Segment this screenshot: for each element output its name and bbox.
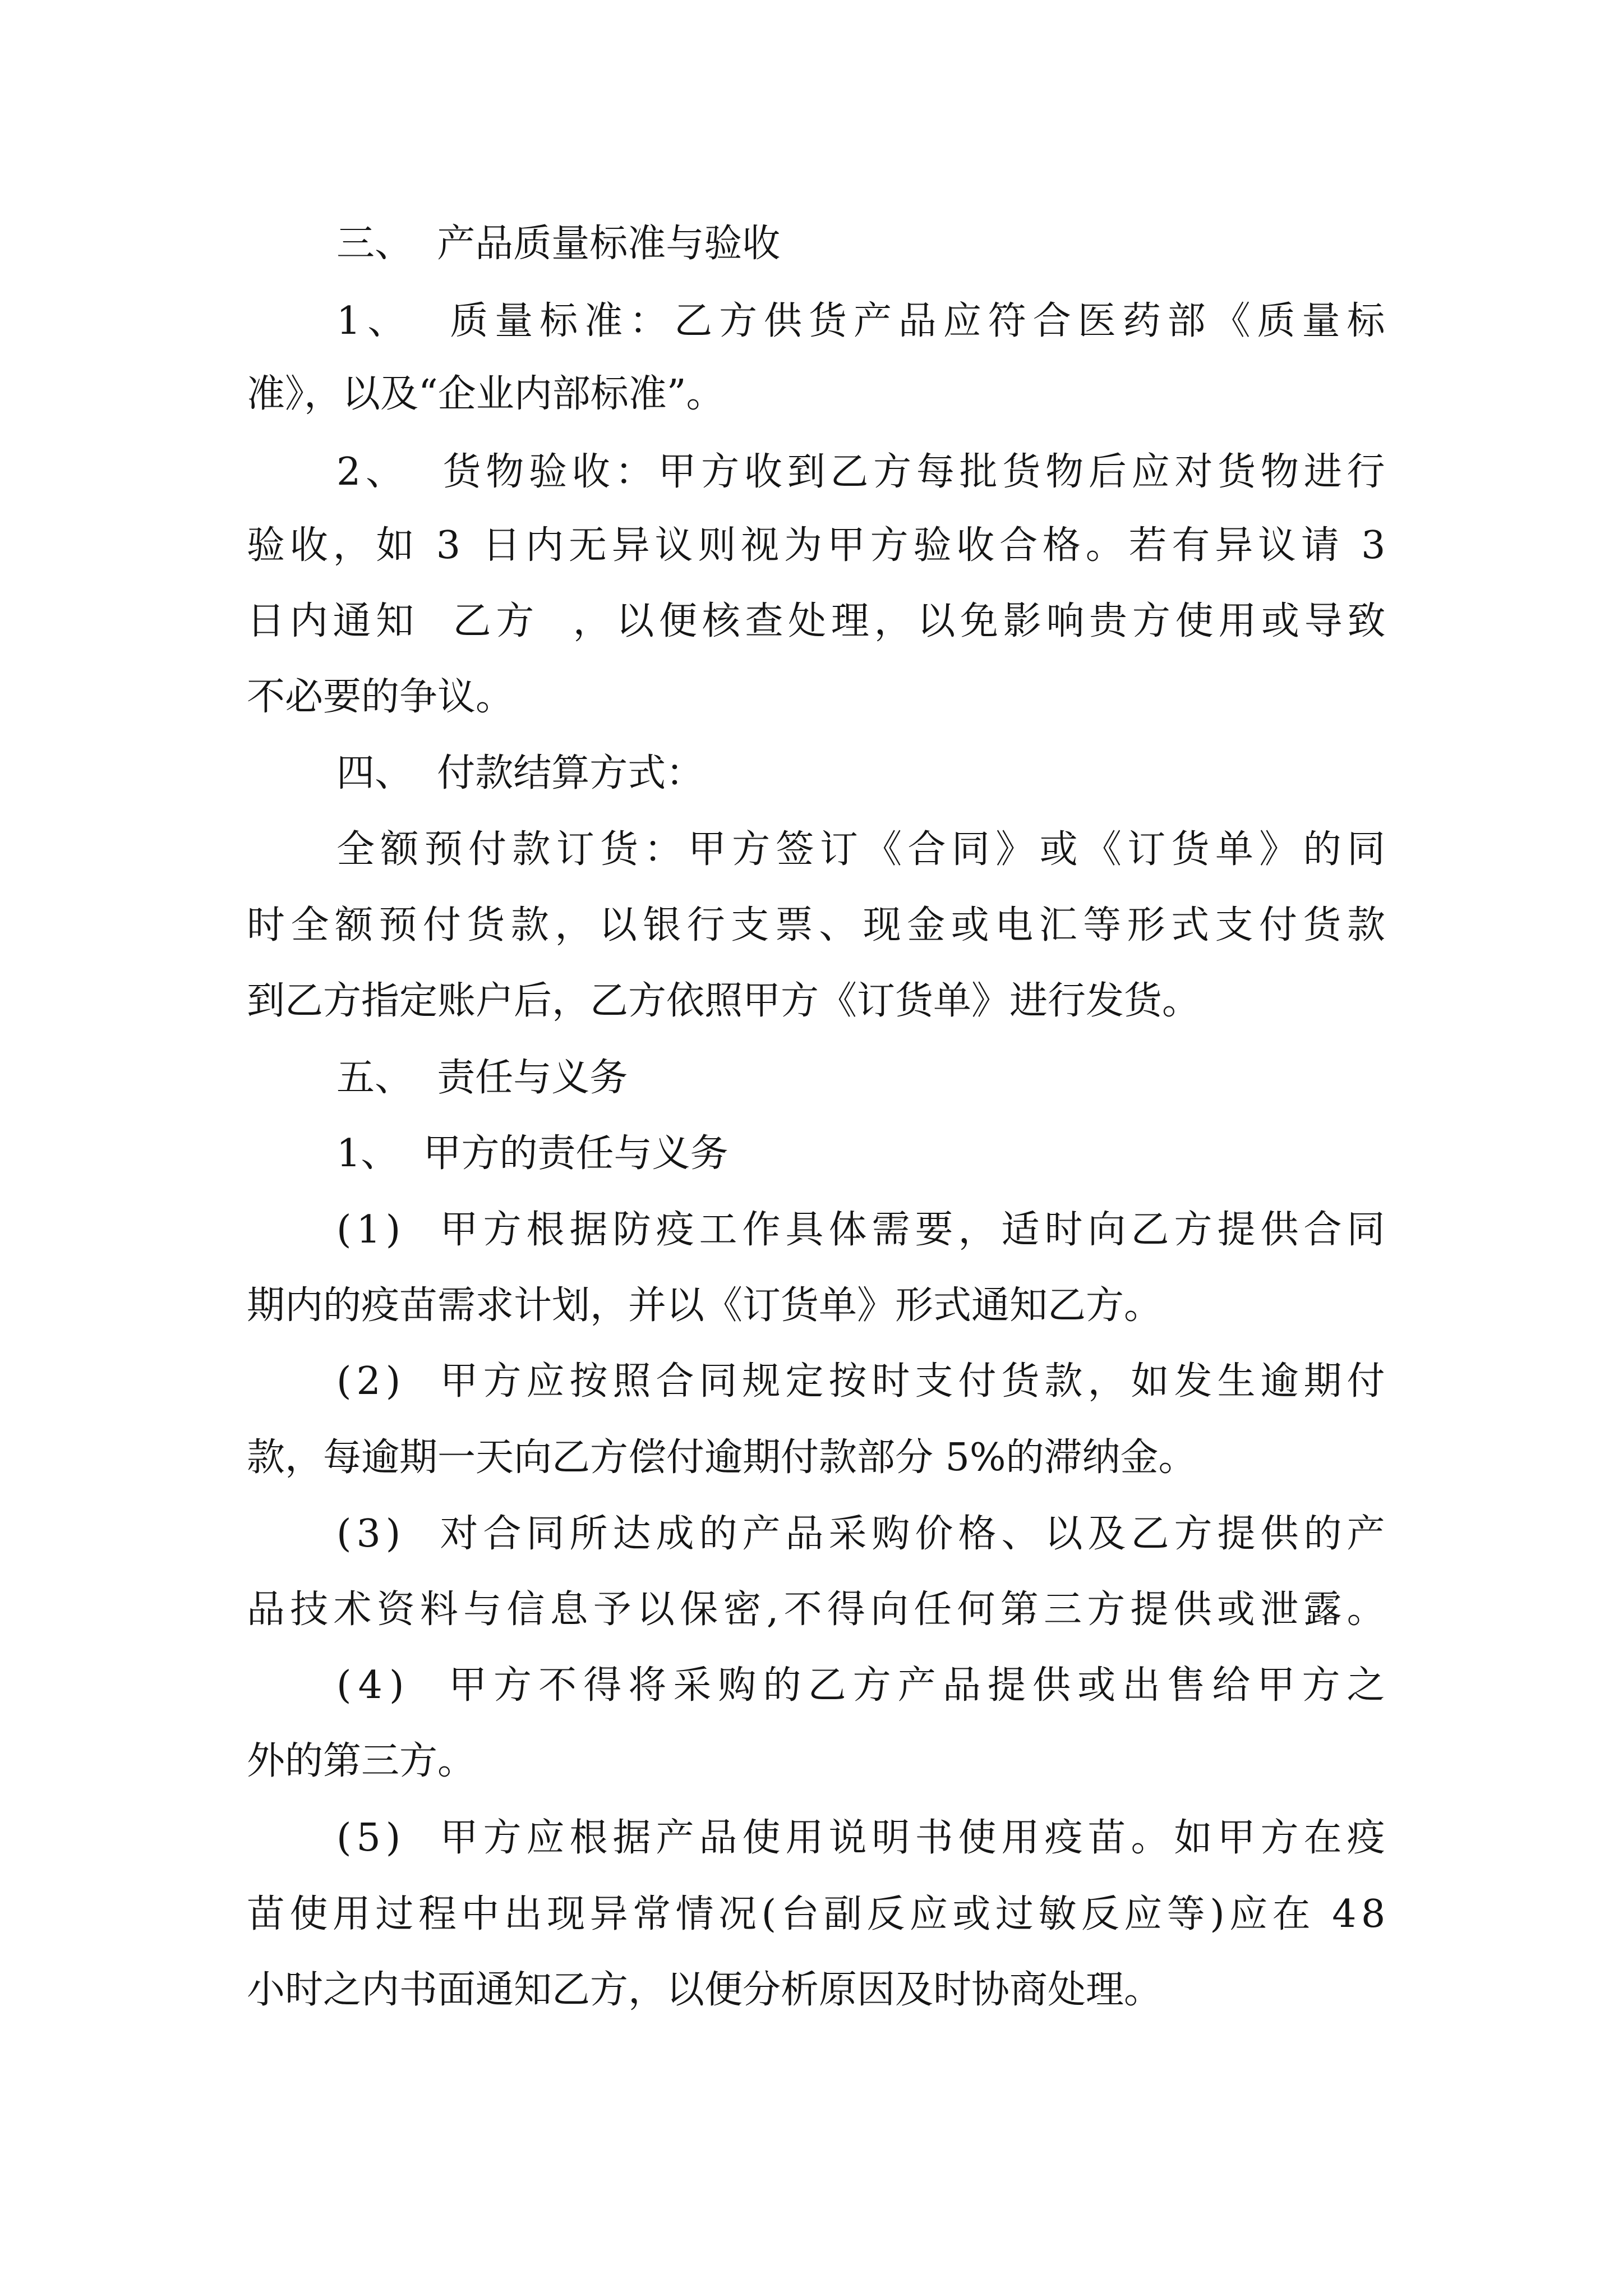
section-heading-4: 四、 付款结算方式：: [336, 751, 704, 795]
paragraph-line: 2、 货物验收：甲方收到乙方每批货物后应对货物进行: [336, 450, 1390, 494]
paragraph-line: 外的第三方。: [247, 1739, 476, 1783]
section-heading-5: 五、 责任与义务: [336, 1056, 628, 1100]
paragraph-line: 苗使用过程中出现异常情况(台副反应或过敏反应等)应在 48: [247, 1892, 1390, 1936]
paragraph-line: (1) 甲方根据防疫工作具体需要，适时向乙方提供合同: [336, 1208, 1390, 1252]
paragraph-line: 小时之内书面通知乙方，以便分析原因及时协商处理。: [247, 1968, 1163, 2012]
paragraph-line: (2) 甲方应按照合同规定按时支付货款，如发生逾期付: [336, 1359, 1390, 1404]
paragraph-line: (5) 甲方应根据产品使用说明书使用疫苗。如甲方在疫: [336, 1816, 1390, 1860]
paragraph-line: 准》，以及“企业内部标准”。: [247, 372, 725, 416]
paragraph-line: (4) 甲方不得将采购的乙方产品提供或出售给甲方之: [336, 1663, 1392, 1708]
section-heading-3: 三、 产品质量标准与验收: [336, 222, 781, 266]
paragraph-line: 验收，如 3 日内无异议则视为甲方验收合格。若有异议请 3: [247, 523, 1391, 568]
paragraph-line: 日内通知 乙方 ，以便核查处理，以免影响贵方使用或导致: [247, 599, 1391, 643]
paragraph-line: (3) 对合同所达成的产品采购价格、以及乙方提供的产: [336, 1512, 1390, 1556]
paragraph-line: 全额预付款订货：甲方签订《合同》或《订货单》的同: [336, 827, 1391, 872]
paragraph-line: 1、 质量标准：乙方供货产品应符合医药部《质量标: [336, 299, 1392, 343]
paragraph-line: 时全额预付货款，以银行支票、现金或电汇等形式支付货款: [247, 903, 1391, 947]
subsection-heading: 1、 甲方的责任与义务: [336, 1131, 728, 1176]
paragraph-line: 品技术资料与信息予以保密,不得向任何第三方提供或泄露。: [247, 1588, 1390, 1632]
paragraph-line: 款，每逾期一天向乙方偿付逾期付款部分 5%的滞纳金。: [247, 1435, 1197, 1480]
paragraph-line: 不必要的争议。: [247, 675, 514, 719]
paragraph-line: 期内的疫苗需求计划，并以《订货单》形式通知乙方。: [247, 1283, 1163, 1328]
paragraph-line: 到乙方指定账户后，乙方依照甲方《订货单》进行发货。: [247, 979, 1201, 1023]
